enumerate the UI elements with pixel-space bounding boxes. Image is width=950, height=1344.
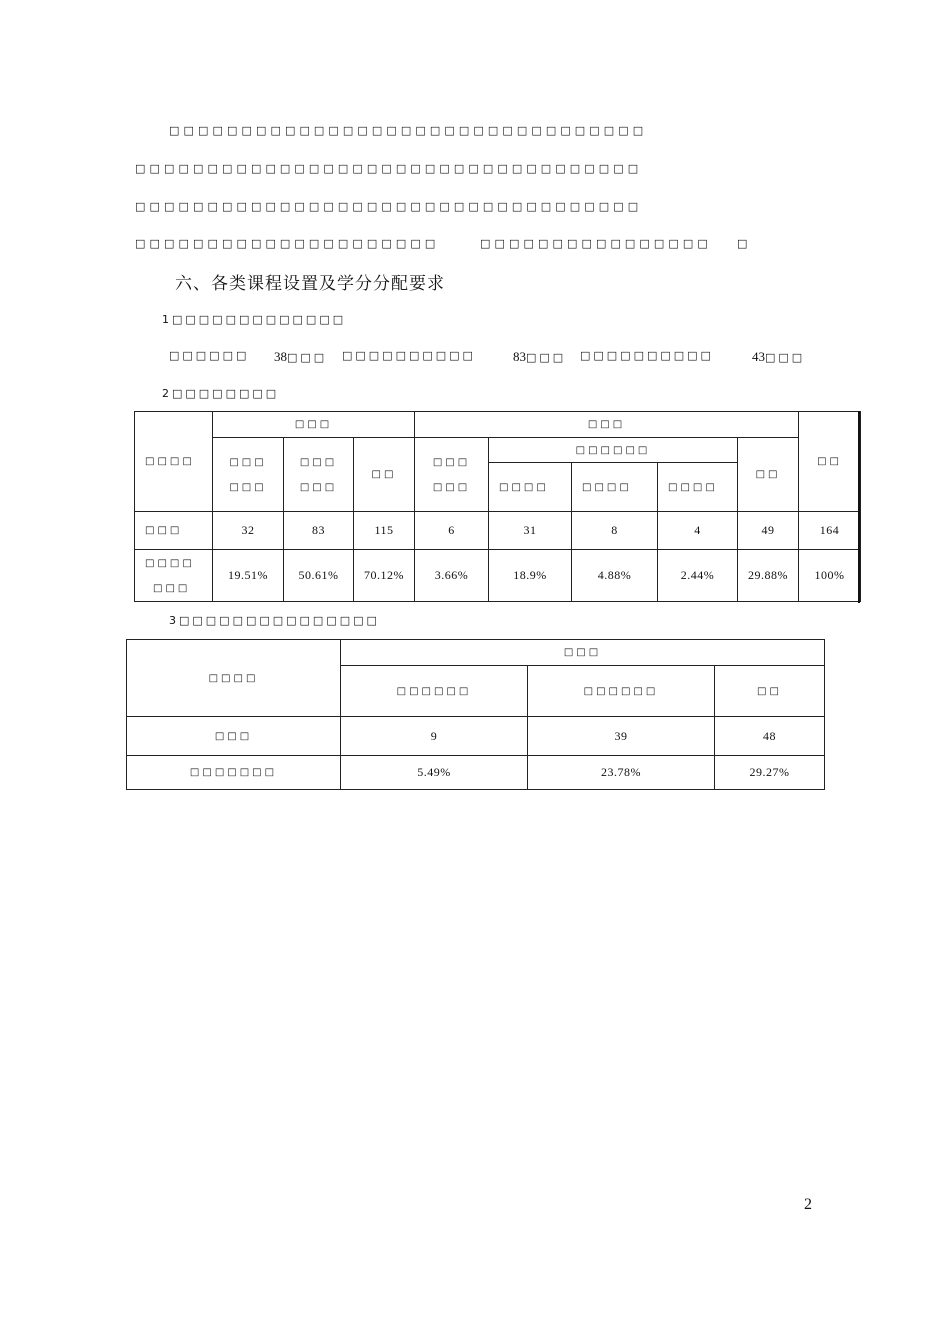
credit-b-label: □□□□□□□□□□ — [342, 349, 476, 362]
paragraph-line-4b: □□□□□□□□□□□□□□□□ — [480, 237, 712, 250]
t2-row-header: □□□□ — [127, 640, 341, 717]
t2-col-2: □□□□□□ — [528, 666, 715, 717]
t1-row-header: □□□□ — [135, 412, 213, 512]
t1-row2-label-line1: □□□□ — [145, 557, 195, 569]
credit-c-unit: □□□ — [765, 351, 806, 364]
t1-row2-label-line2: □□□ — [153, 582, 191, 594]
t2-row2-label: □□□□□□□ — [127, 756, 341, 790]
table-cell: 8 — [572, 512, 658, 550]
t2-row1-label: □□□ — [127, 717, 341, 756]
paragraph-line-4c: □ — [737, 237, 752, 250]
table-cell: 19.51% — [213, 550, 284, 602]
t1-col-a1-line2: □□□ — [229, 481, 267, 493]
table-cell: 164 — [799, 512, 861, 550]
table-cell: 5.49% — [341, 756, 528, 790]
table-cell: 2.44% — [658, 550, 738, 602]
table-row — [127, 756, 825, 790]
table-cell: 4 — [658, 512, 738, 550]
table-cell: 9 — [341, 717, 528, 756]
item-2-label: 2□□□□□□□□ — [162, 387, 280, 400]
t1-col-b1-line1: □□□ — [432, 456, 471, 468]
t1-row1-label: □□□ — [135, 512, 213, 550]
t1-sub-group: □□□□□□ — [489, 438, 738, 463]
page-number: 2 — [804, 1196, 812, 1213]
table-right-border — [858, 411, 860, 603]
t1-row2-label — [135, 550, 213, 602]
table-cell: 6 — [415, 512, 489, 550]
table-row — [135, 550, 861, 602]
t1-col-b4: □□□□ — [658, 463, 738, 512]
table-cell: 23.78% — [528, 756, 715, 790]
credit-a-label: □□□□□□ — [169, 349, 250, 362]
item-1-label: 1□□□□□□□□□□□□□ — [162, 313, 347, 326]
table-cell: 3.66% — [415, 550, 489, 602]
t1-col-a1 — [213, 438, 284, 512]
table-cell: 29.27% — [715, 756, 825, 790]
table-cell: 115 — [354, 512, 415, 550]
t2-col-1: □□□□□□ — [341, 666, 528, 717]
credit-c — [752, 349, 805, 365]
table-cell: 50.61% — [284, 550, 354, 602]
table-cell: 48 — [715, 717, 825, 756]
section-heading: 六、各类课程设置及学分分配要求 — [175, 274, 445, 294]
t1-col-b5: □□ — [738, 438, 799, 512]
table-cell: 83 — [284, 512, 354, 550]
credit-a-value: 38 — [274, 349, 287, 364]
credit-b-unit: □□□ — [526, 351, 567, 364]
t1-col-a3: □□ — [354, 438, 415, 512]
t1-col-a2-line2: □□□ — [299, 481, 338, 493]
t1-col-a1-line1: □□□ — [229, 456, 267, 468]
credit-a-unit: □□□ — [287, 351, 328, 364]
t1-col-a2 — [284, 438, 354, 512]
t1-group-b: □□□ — [415, 412, 799, 438]
credit-a — [274, 349, 327, 365]
t1-col-b1-line2: □□□ — [432, 481, 471, 493]
paragraph-line-2: □□□□□□□□□□□□□□□□□□□□□□□□□□□□□□□□□□□ — [135, 162, 643, 175]
t2-col-3: □□ — [715, 666, 825, 717]
credit-distribution-table — [134, 411, 861, 602]
table-row — [127, 717, 825, 756]
table-cell: 100% — [799, 550, 861, 602]
credit-c-value: 43 — [752, 349, 765, 364]
credit-c-label: □□□□□□□□□□ — [580, 349, 714, 362]
t1-col-b3: □□□□ — [572, 463, 658, 512]
item-3-label: 3□□□□□□□□□□□□□□□ — [169, 614, 380, 627]
table-cell: 32 — [213, 512, 284, 550]
t1-col-a2-line1: □□□ — [299, 456, 338, 468]
t1-col-b1 — [415, 438, 489, 512]
t1-group-a: □□□ — [213, 412, 415, 438]
t2-group: □□□ — [341, 640, 825, 666]
elective-credit-table — [126, 639, 825, 790]
table-cell: 18.9% — [489, 550, 572, 602]
t1-total-header: □□ — [799, 412, 861, 512]
table-cell: 70.12% — [354, 550, 415, 602]
t1-col-b2: □□□□ — [489, 463, 572, 512]
credit-b — [513, 349, 566, 365]
table-cell: 39 — [528, 717, 715, 756]
table-cell: 49 — [738, 512, 799, 550]
paragraph-line-4a: □□□□□□□□□□□□□□□□□□□□□ — [135, 237, 440, 250]
credit-b-value: 83 — [513, 349, 526, 364]
table-cell: 31 — [489, 512, 572, 550]
paragraph-line-3: □□□□□□□□□□□□□□□□□□□□□□□□□□□□□□□□□□□ — [135, 200, 643, 213]
table-cell: 4.88% — [572, 550, 658, 602]
paragraph-line-1: □□□□□□□□□□□□□□□□□□□□□□□□□□□□□□□□□ — [169, 124, 648, 137]
table-row — [135, 512, 861, 550]
table-cell: 29.88% — [738, 550, 799, 602]
